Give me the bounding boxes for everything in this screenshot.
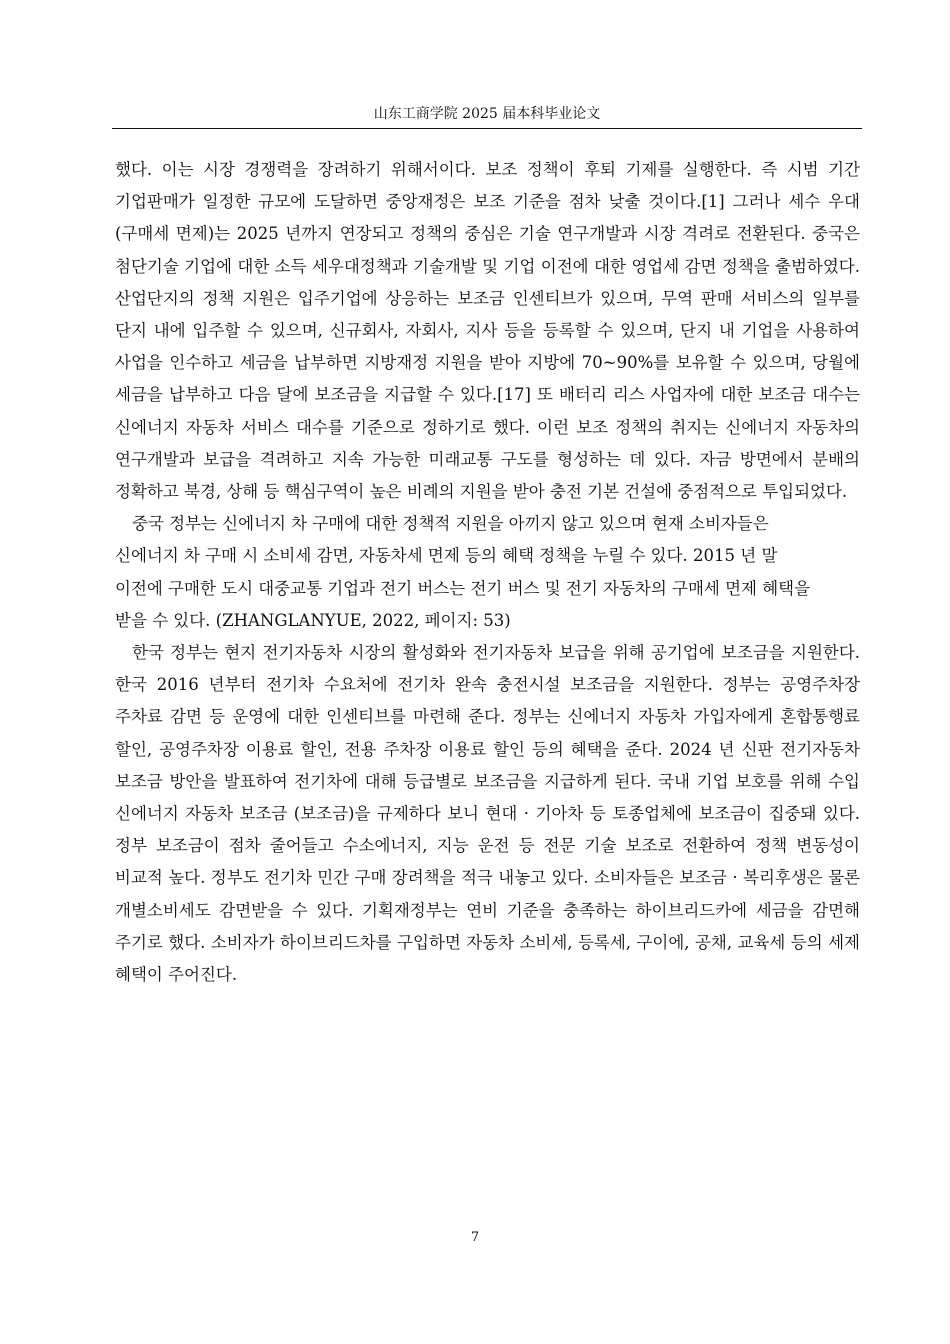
header-divider [112,128,862,129]
running-header: 山东工商学院 2025 届本科毕业论文 [373,106,601,122]
paragraph-continued: 했다. 이는 시장 경쟁력을 장려하기 위해서이다. 보조 정책이 후퇴 기제를 실행한다. 즉 시범 기간 기업판매가 일정한 규모에 도달하면 중앙재정은 보조 기준을 점차 낮출 것이다.[1] 그러나 세수 우대 (구매세 면제)는 2025 년까지 연장되고 정책의 중심은 기술 연구개발과 시장 격려로 전환된다. 중국은 첨단기술 기업에 대한 소득 세우대정책과 기술개발 및 기업 이전에 대한 영업세 감면 정책을 출범하였다. 산업단지의 정책 지원은 입주기업에 상응하는 보조금 인센티브가 있으며, 무역 판매 서비스의 일부를 단지 내에 입주할 수 있으며, 신규회사, 자회사, 지사 등을 등록할 수 있으며, 단지 내 기업을 사용하여 사업을 인수하고 세금을 납부하면 지방재정 지원을 받아 지방에 70~90%를 보유할 수 있으며, 당월에 세금을 납부하고 다음 달에 보조금을 지급할 수 있다.[17] 또 배터리 리스 사업자에 대한 보조금 대수는 신에너지 자동차 서비스 대수를 기준으로 정하기로 했다. 이런 보조 정책의 취지는 신에너지 자동차의 연구개발과 보급을 격려하고 지속 가능한 미래교통 구도를 형성하는 데 있다. 자금 방면에서 분배의 정확하고 북경, 상해 등 핵심구역이 높은 비례의 지원을 받아 충전 기본 건설에 중점적으로 투입되었다. [115,160,860,502]
paragraph-korea-policy: 한국 정부는 현지 전기자동차 시장의 활성화와 전기자동차 보급을 위해 공기업에 보조금을 지원한다. 한국 2016 년부터 전기차 수요처에 전기차 완속 충전시설 보조금을 지원한다. 정부는 공영주차장 주차료 감면 등 운영에 대한 인센티브를 마련해 준다. 정부는 신에너지 자동차 가입자에게 혼합통행료 할인, 공영주차장 이용료 할인, 전용 주차장 이용료 할인 등의 혜택을 준다. 2024 년 신판 전기자동차 보조금 방안을 발표하여 전기차에 대해 등급별로 보조금을 지급하게 된다. 국내 기업 보호를 위해 수입 신에너지 자동차 보조금 (보조금)을 규제하다 보니 현대 · 기아차 등 토종업체에 보조금이 집중돼 있다. 정부 보조금이 점차 줄어들고 수소에너지, 지능 운전 등 전문 기술 보조로 전환하여 정책 변동성이 비교적 높다. 정부도 전기차 민간 구매 장려책을 적극 내놓고 있다. 소비자들은 보조금 · 복리후생은 물론 개별소비세도 감면받을 수 있다. 기획재정부는 연비 기준을 충족하는 하이브리드카에 세금을 감면해 주기로 했다. 소비자가 하이브리드차를 구입하면 자동차 소비세, 등록세, 구이에, 공채, 교육세 등의 세제 혜택이 주어진다. [115,643,860,985]
page-number: 7 [470,1230,480,1245]
paragraph-china-policy: 중국 정부는 신에너지 차 구매에 대한 정책적 지원을 아끼지 않고 있으며 현재 소비자들은 신에너지 차 구매 시 소비세 감면, 자동차세 면제 등의 혜택 정책을 누릴 수 있다. 2015 년 말 이전에 구매한 도시 대중교통 기업과 전기 버스는 전기 버스 및 전기 자동차의 구매세 면제 혜택을 받을 수 있다. (ZHANGLANYUE, 2022, 페이지: 53) [115,514,811,630]
body-text [115,154,860,991]
